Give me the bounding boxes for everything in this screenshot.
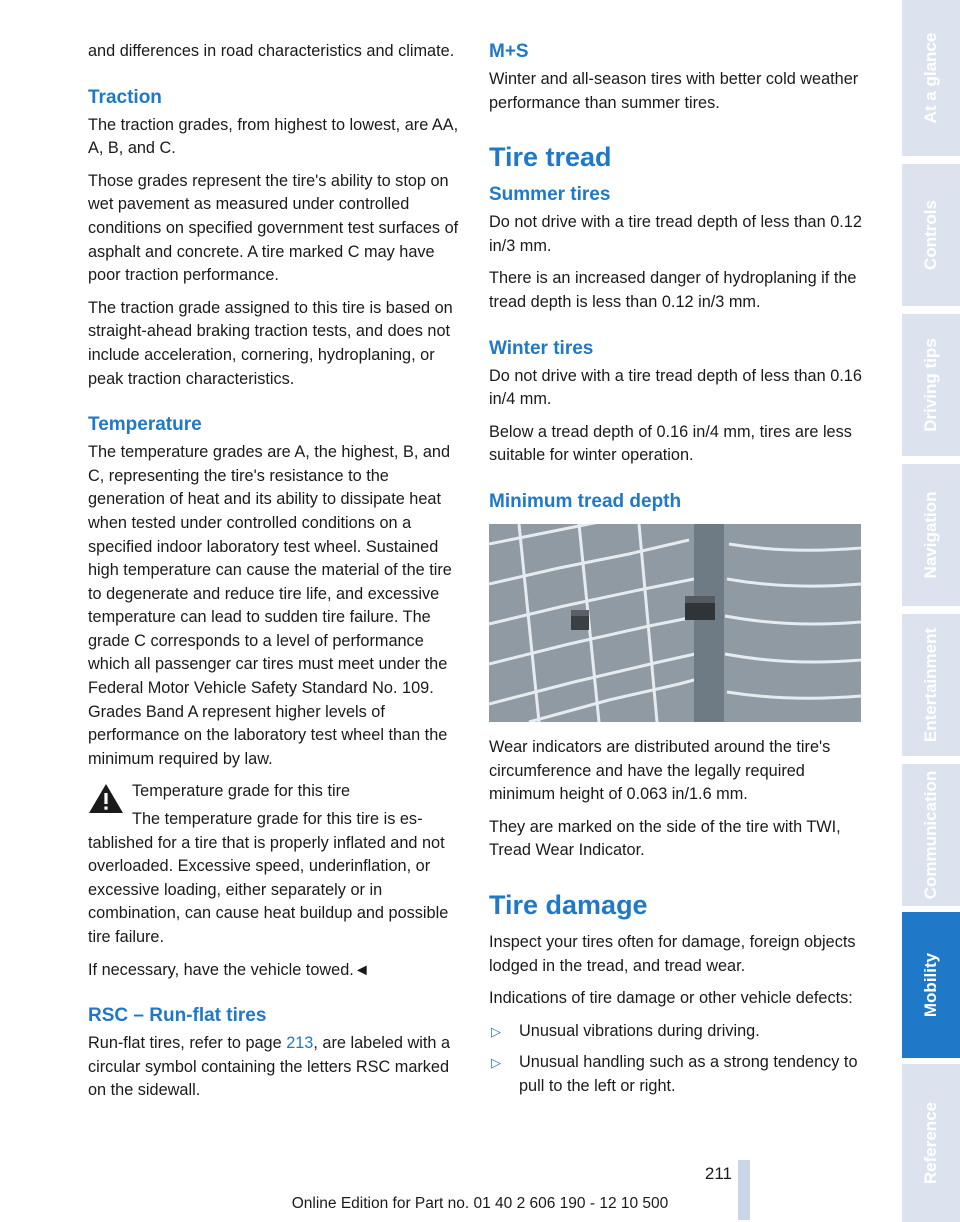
tab-navigation[interactable] [902, 464, 960, 606]
tire-damage-heading: Tire damage [489, 889, 648, 920]
right-column [489, 40, 863, 1106]
damage-list [489, 1020, 863, 1099]
list-item-text: Unusual handling such as a strong tendency to pull to the left or right. [519, 1053, 858, 1095]
intro-text: and differences in road characteristics and climate. [88, 42, 455, 60]
summer-paragraph-1: Do not drive with a tire tread depth of less than 0.12 in/3 mm. [489, 213, 862, 255]
warning-note [88, 780, 462, 949]
bullet-triangle-icon: ▷ [491, 1023, 501, 1039]
minimum-tread-heading: Minimum tread depth [489, 490, 682, 512]
winter-paragraph-1: Do not drive with a tire tread depth of less than 0.16 in/4 mm. [489, 366, 862, 409]
warning-title: Temperature grade for this tire [132, 782, 351, 801]
warning-tail: If necessary, have the vehicle towed.◄ [88, 960, 370, 979]
damage-paragraph-2: Indications of tire damage or other vehicle defects: [489, 989, 853, 1008]
wear-indicator-paragraph-1: Wear indicators are distributed around the tire's circumference and have the legally required minimum height of 0.063 in/1.6 mm. [489, 737, 831, 804]
warning-body: The temperature grade for this tire is established for a tire that is properly inflated and not overloaded. Excessive speed, underinflation, or excessive loading, either separately or in combination, can cause heat buildup and possible tire failure. [88, 810, 449, 946]
tab-entertainment[interactable] [902, 614, 960, 756]
tab-at-a-glance[interactable] [902, 0, 960, 156]
rsc-paragraph [88, 1032, 462, 1103]
section-sidebar [902, 0, 960, 1222]
temperature-heading: Temperature [88, 414, 202, 436]
tab-label: At a glance [921, 32, 940, 124]
wear-indicator-paragraph-2: They are marked on the side of the tire with TWI, Tread Wear Indicator. [489, 817, 841, 860]
tab-label: Communication [921, 770, 940, 900]
tab-controls[interactable] [902, 164, 960, 306]
list-item [489, 1020, 863, 1044]
rsc-text-before: Run-flat tires, refer to page [88, 1034, 287, 1053]
tab-label: Driving tips [921, 338, 940, 432]
temperature-paragraph: The temperature grades are A, the highest, B, and C, representing the tire's resistance to the generation of heat and its ability to dissipate heat when tested under controlled conditions on a specified indoor laboratory test wheel. Sustained high temperature can cause the material of the tire to degenerate and reduce tire life, and excessive temperature can lead to sudden tire failure. The grade C corresponds to a level of performance which all passenger car tires must meet under the Federal Motor Vehicle Safety Standard No. 109. Grades Band A represent higher levels of performance on the laboratory test wheel than the minimum required by law. [88, 443, 452, 768]
tab-driving-tips[interactable] [902, 314, 960, 456]
footer-text: Online Edition for Part no. 01 40 2 606 190 - 12 10 500 [291, 1195, 669, 1212]
ms-heading: M+S [489, 41, 529, 62]
bullet-triangle-icon: ▷ [491, 1055, 501, 1071]
tab-reference[interactable] [902, 1064, 960, 1222]
rsc-heading: RSC – Run-flat tires [88, 1005, 267, 1027]
page-213-link[interactable]: 213 [286, 1034, 314, 1053]
tab-mobility[interactable] [902, 912, 960, 1058]
tire-tread-heading: Tire tread [489, 142, 612, 173]
traction-paragraph-2: Those grades represent the tire's ability to stop on wet pavement as measured under controlled conditions on specified government test surfaces of asphalt and concrete. A tire marked C may have poor traction performance. [88, 171, 459, 285]
ms-paragraph: Winter and all-season tires with better cold weather performance than summer tires. [489, 70, 859, 112]
tab-label: Navigation [921, 491, 940, 579]
tab-communication[interactable] [902, 764, 960, 906]
winter-tires-heading: Winter tires [489, 337, 594, 359]
tab-label: Reference [921, 1101, 940, 1185]
traction-paragraph-3: The traction grade assigned to this tire is based on straight-ahead braking traction tests, and does not include acceleration, cornering, hydroplaning, or peak traction characteristics. [88, 298, 453, 388]
summer-paragraph-2: There is an increased danger of hydroplaning if the tread depth is less than 0.12 in/3 mm. [489, 269, 857, 311]
damage-paragraph-1: Inspect your tires often for damage, foreign objects lodged in the tread, and tread wear. [489, 932, 856, 975]
left-column [88, 40, 462, 1112]
tab-label: Entertainment [921, 627, 940, 743]
tab-label: Controls [921, 200, 940, 270]
tire-tread-illustration [489, 524, 861, 722]
summer-tires-heading: Summer tires [489, 184, 611, 206]
list-item-text: Unusual vibrations during driving. [519, 1021, 760, 1040]
rsc-text-after: , are labeled with a circular symbol containing the letters RSC marked on the sidewall. [88, 1034, 451, 1100]
traction-paragraph-1: The traction grades, from highest to lowest, are AA, A, B, and C. [88, 115, 459, 158]
winter-paragraph-2: Below a tread depth of 0.16 in/4 mm, tires are less suitable for winter operation. [489, 422, 852, 465]
list-item [489, 1051, 863, 1098]
traction-heading: Traction [88, 86, 162, 108]
tab-label: Mobility [921, 952, 940, 1018]
warning-icon [88, 782, 124, 814]
page-number: 211 [704, 1164, 732, 1183]
